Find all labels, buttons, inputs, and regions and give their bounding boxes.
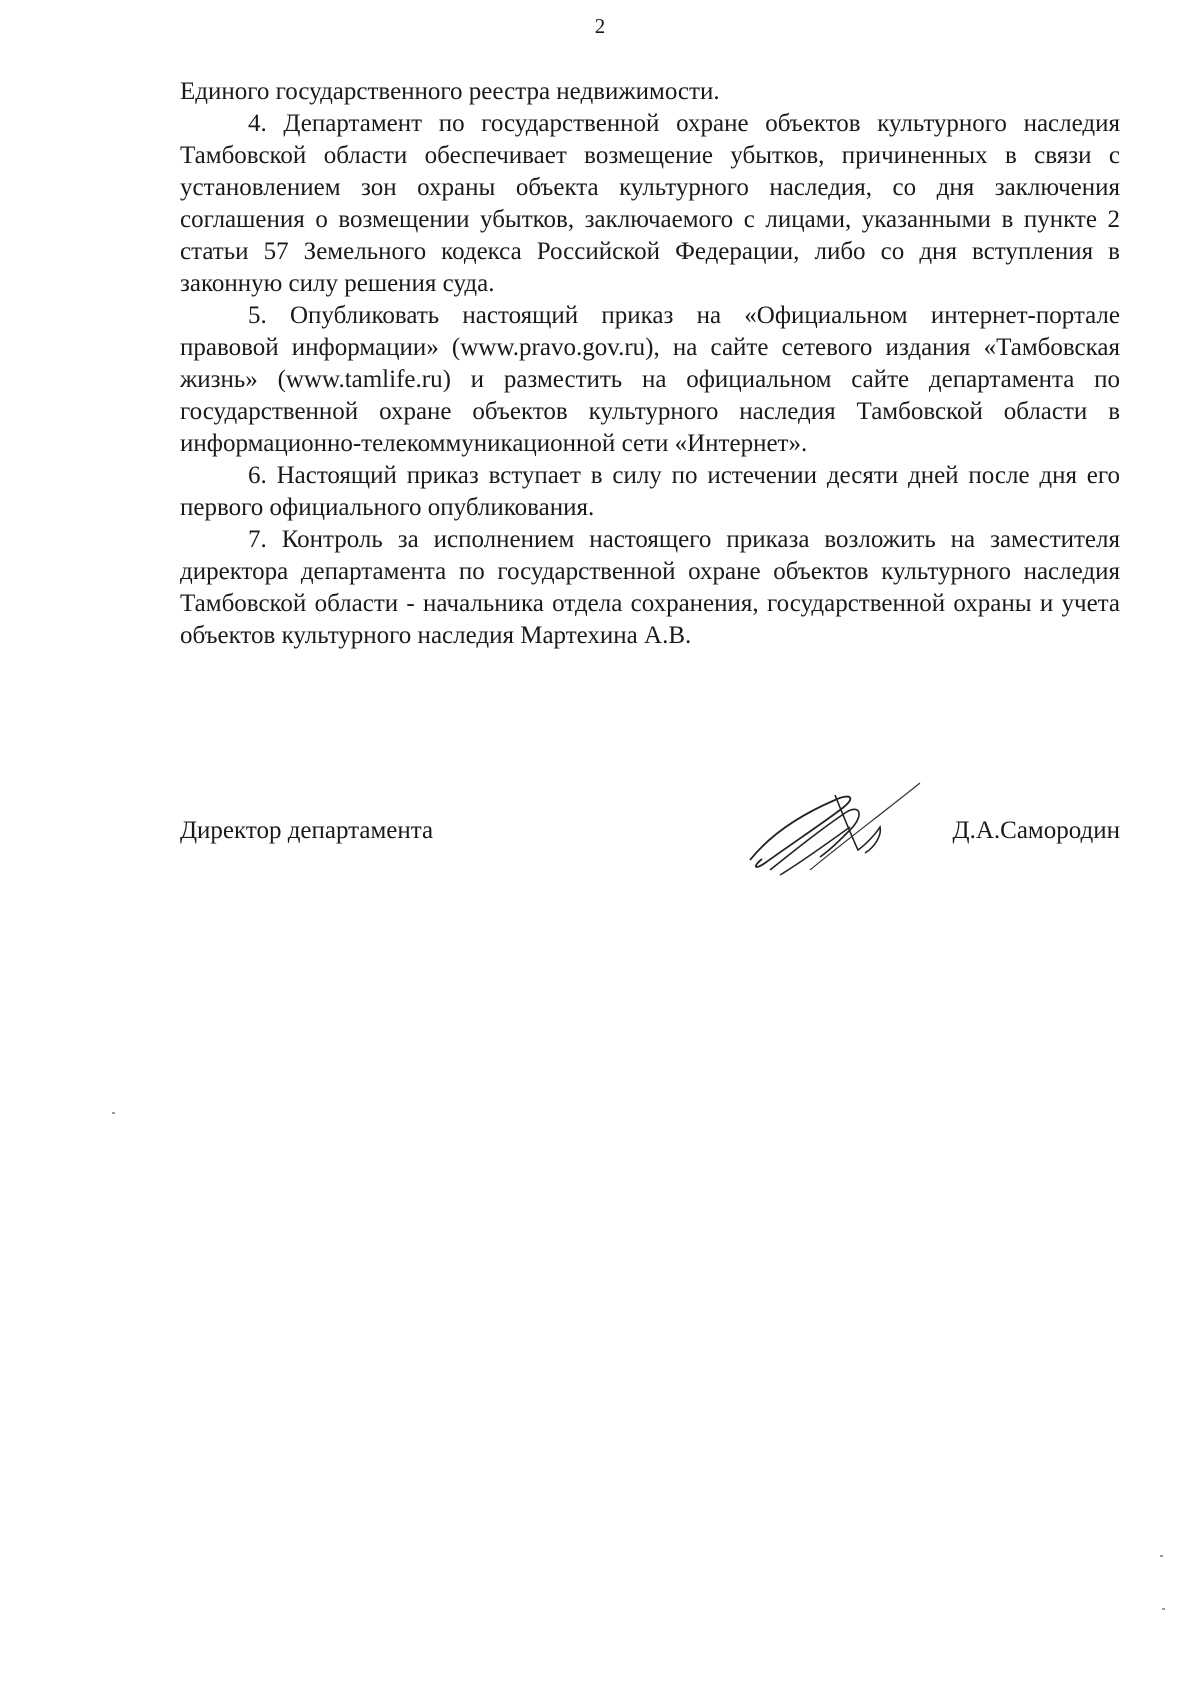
signer-title: Директор департамента xyxy=(180,817,434,844)
signature-block xyxy=(180,815,1120,875)
paragraph-item-5: 5. Опубликовать настоящий приказ на «Официальном интернет-портале правовой информации» (www.pravo.gov.ru), на сайте сетевого издания «Тамбовская жизнь» (www.tamlife.ru) и разместить на официальном сайте департамента по государственной охране объектов культурного наследия Тамбовской области в информационно-телекоммуникационной сети «Интернет». xyxy=(180,302,1120,457)
page-number: 2 xyxy=(594,14,606,38)
document-body xyxy=(180,76,1120,652)
paragraph-item-6: 6. Настоящий приказ вступает в силу по истечении десяти дней после дня его первого официального опубликования. xyxy=(180,462,1120,521)
paragraph-item-4: 4. Департамент по государственной охране объектов культурного наследия Тамбовской области обеспечивает возмещение убытков, причиненных в связи с установлением зон охраны объекта культурного наследия, со дня заключения соглашения о возмещении убытков, заключаемого с лицами, указанными в пункте 2 статьи 57 Земельного кодекса Российской Федерации, либо со дня вступления в законную силу решения суда. xyxy=(180,110,1120,297)
signer-name: Д.А.Самородин xyxy=(952,817,1120,844)
paragraph-item-7: 7. Контроль за исполнением настоящего приказа возложить на заместителя директора департамента по государственной охране объектов культурного наследия Тамбовской области - начальника отдела сохранения, государственной охраны и учета объектов культурного наследия Мартехина А.В. xyxy=(180,526,1120,649)
handwritten-signature xyxy=(740,775,940,885)
scan-speck xyxy=(112,1112,115,1114)
paragraph-continuation: Единого государственного реестра недвижимости. xyxy=(180,78,720,105)
scan-speck xyxy=(1160,1555,1163,1557)
scan-speck xyxy=(1162,1608,1165,1610)
